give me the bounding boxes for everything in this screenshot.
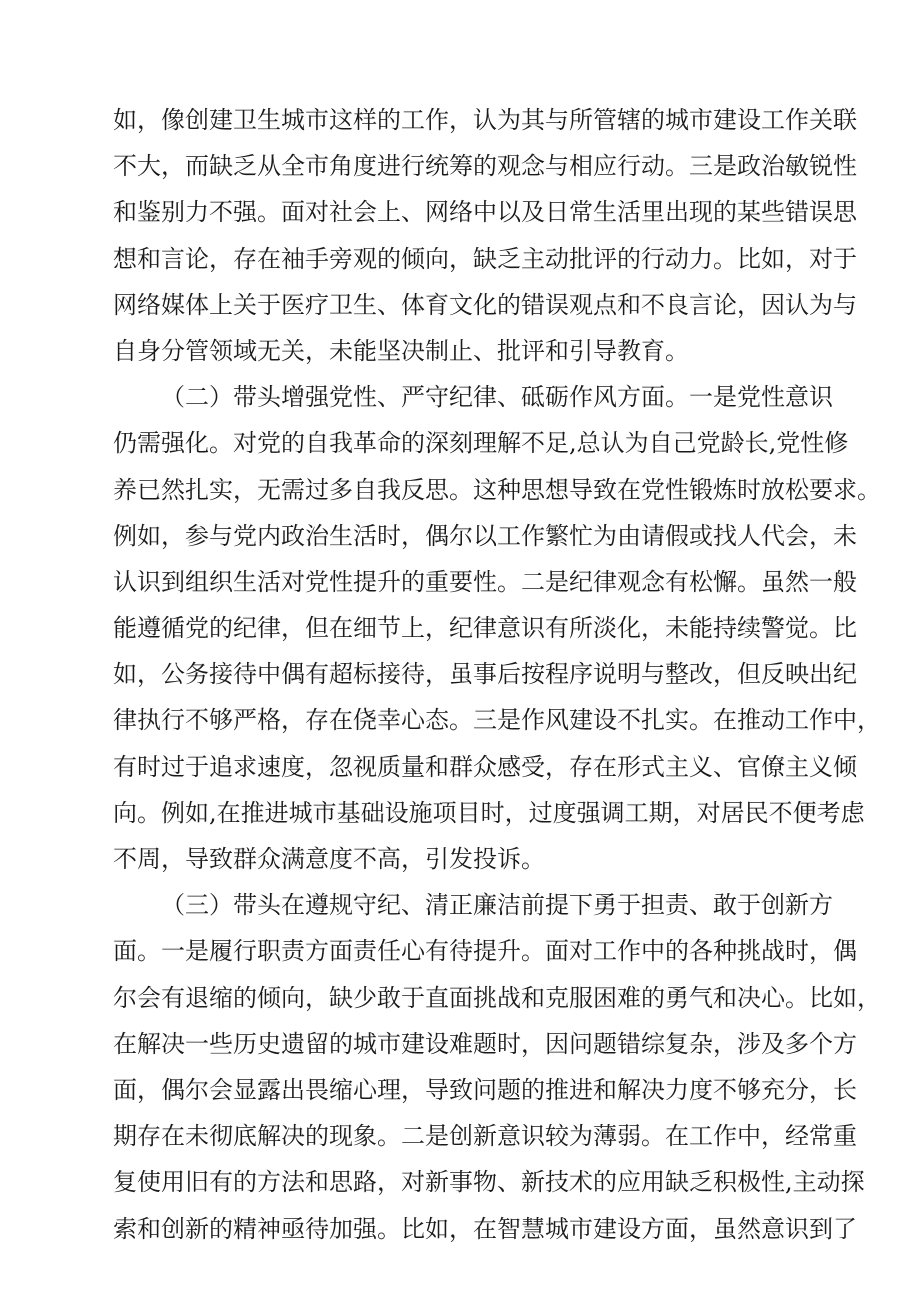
paragraph-line: 不大，而缺乏从全市角度进行统筹的观念与相应行动。三是政治敏锐性 (113, 152, 857, 181)
paragraph-line: 在解决一些历史遗留的城市建设难题时，因问题错综复杂，涉及多个方 (113, 1029, 857, 1058)
paragraph-line: 有时过于追求速度，忽视质量和群众感受，存在形式主义、官僚主义倾 (113, 752, 857, 781)
paragraph-line: 向。例如,在推进城市基础设施项目时，过度强调工期，对居民不便考虑 (113, 798, 865, 827)
paragraph-line: 复使用旧有的方法和思路，对新事物、新技术的应用缺乏积极性,主动探 (113, 1168, 865, 1197)
paragraph-line: 和鉴别力不强。面对社会上、网络中以及日常生活里出现的某些错误思 (113, 198, 857, 227)
paragraph-line: （二）带头增强党性、严守纪律、砥砺作风方面。一是党性意识 (161, 383, 833, 412)
paragraph-line: 面，偶尔会显露出畏缩心理，导致问题的推进和解决力度不够充分，长 (113, 1075, 857, 1104)
paragraph-line: 律执行不够严格，存在侥幸心态。三是作风建设不扎实。在推动工作中， (113, 706, 881, 735)
document-body (113, 97, 881, 1252)
paragraph-line: 认识到组织生活对党性提升的重要性。二是纪律观念有松懈。虽然一般 (113, 567, 857, 596)
paragraph-line: 自身分管领域无关，未能坚决制止、批评和引导教育。 (113, 336, 689, 365)
paragraph-line: 尔会有退缩的倾向，缺少敢于直面挑战和克服困难的勇气和决心。比如， (113, 983, 881, 1012)
paragraph-line: 面。一是履行职责方面责任心有待提升。面对工作中的各种挑战时，偶 (113, 937, 857, 966)
paragraph-1 (113, 97, 857, 374)
paragraph-line: （三）带头在遵规守纪、清正廉洁前提下勇于担责、敢于创新方 (161, 891, 833, 920)
paragraph-line: 能遵循党的纪律，但在细节上，纪律意识有所淡化，未能持续警觉。比 (113, 614, 857, 643)
paragraph-line: 想和言论，存在袖手旁观的倾向，缺乏主动批评的行动力。比如，对于 (113, 244, 857, 273)
paragraph-line: 仍需强化。对党的自我革命的深刻理解不足,总认为自己党龄长,党性修 (113, 429, 849, 458)
paragraph-line: 不周，导致群众满意度不高，引发投诉。 (113, 845, 545, 873)
paragraph-line: 期存在未彻底解决的现象。二是创新意识较为薄弱。在工作中，经常重 (113, 1122, 857, 1151)
paragraph-2 (113, 374, 881, 882)
paragraph-line: 索和创新的精神亟待加强。比如，在智慧城市建设方面，虽然意识到了 (113, 1214, 857, 1243)
paragraph-line: 养已然扎实，无需过多自我反思。这种思想导致在党性锻炼时放松要求。 (113, 475, 881, 504)
paragraph-line: 例如，参与党内政治生活时，偶尔以工作繁忙为由请假或找人代会，未 (113, 521, 857, 550)
paragraph-line: 网络媒体上关于医疗卫生、体育文化的错误观点和不良言论，因认为与 (113, 290, 857, 319)
paragraph-line: 如，公务接待中偶有超标接待，虽事后按程序说明与整改，但反映出纪 (113, 660, 857, 689)
paragraph-line: 如，像创建卫生城市这样的工作，认为其与所管辖的城市建设工作关联 (113, 106, 857, 134)
paragraph-3 (113, 882, 881, 1252)
